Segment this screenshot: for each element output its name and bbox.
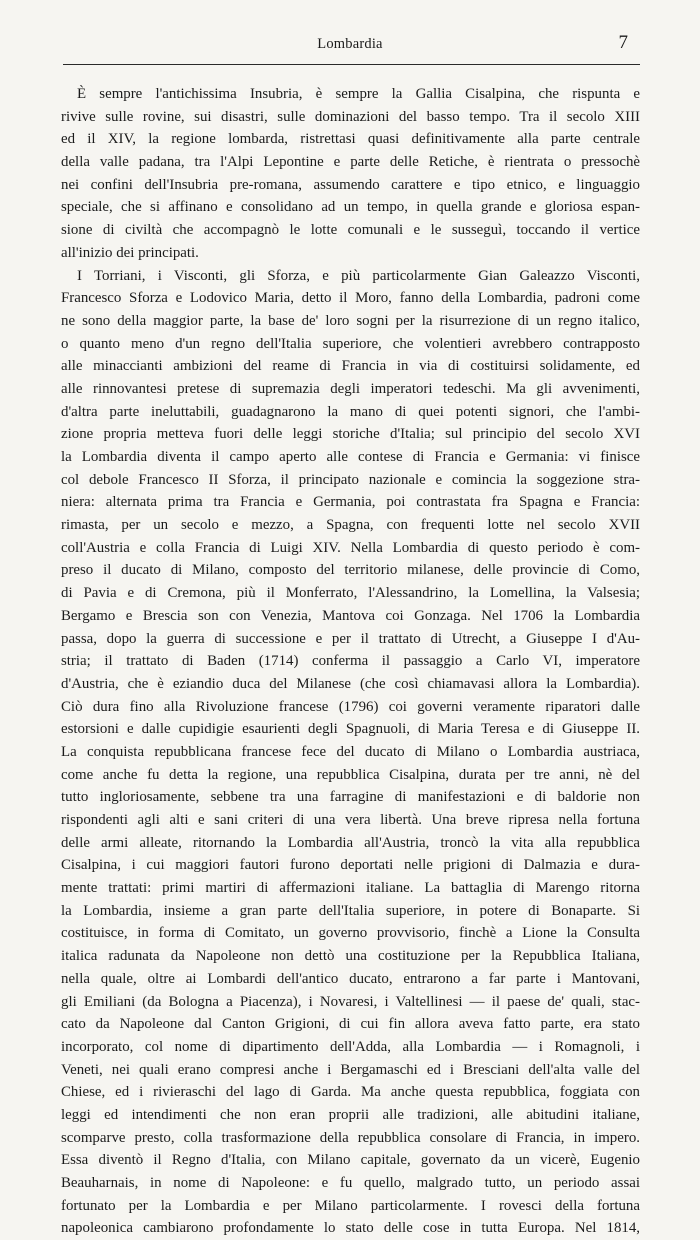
text-line: fortunato per la Lombardia e per Milano particolarmente. I rovesci della fortuna: [61, 1195, 640, 1218]
text-line: Chiese, ed i rivieraschi del lago di Garda. Ma anche questa repubblica, foggiata con: [61, 1081, 640, 1104]
text-line: La conquista repubblicana francese fece del ducato di Milano o Lombardia austriaca,: [61, 741, 640, 764]
text-line: napoleonica cambiarono profondamente lo stato delle cose in tutta Europa. Nel 1814,: [61, 1217, 640, 1240]
text-line: È sempre l'antichissima Insubria, è sempre la Gallia Cisalpina, che rispunta e: [61, 83, 640, 106]
text-line: la Lombardia, insieme a gran parte dell'Italia superiore, in potere di Bonaparte. Si: [61, 900, 640, 923]
running-head-title: Lombardia: [0, 36, 700, 53]
paragraph: [61, 265, 640, 1240]
text-line: Cisalpina, i cui maggiori fautori furono deportati nelle prigioni di Dalmazia e dura-: [61, 854, 640, 877]
text-line: Veneti, nei quali erano compresi anche i Bergamaschi ed i Bresciani dell'alta valle del: [61, 1059, 640, 1082]
text-line: come anche fu detta la regione, una repubblica Cisalpina, durata per tre anni, nè del: [61, 764, 640, 787]
text-line: la Lombardia diventa il campo aperto alle contese di Francia e Germania: vi finisce: [61, 446, 640, 469]
text-line: o quanto meno d'un regno dell'Italia superiore, che volentieri avrebbero contrapposto: [61, 333, 640, 356]
text-line: tutto ingloriosamente, sebbene tra una farragine di manifestazioni e di baldorie non: [61, 786, 640, 809]
text-line: Essa diventò il Regno d'Italia, con Milano capitale, governato da un vicerè, Eugenio: [61, 1149, 640, 1172]
running-head: [0, 34, 700, 58]
text-line: della valle padana, tra l'Alpi Lepontine e parte delle Retiche, è rientrata o pressochè: [61, 151, 640, 174]
text-line: di Pavia e di Cremona, più il Monferrato, l'Alessandrino, la Lomellina, la Valsesia;: [61, 582, 640, 605]
text-line: Beauharnais, in nome di Napoleone: e fu quello, malgrado tutto, un periodo assai: [61, 1172, 640, 1195]
text-line: italica radunata da Napoleone non dettò una costituzione per la Repubblica Italiana,: [61, 945, 640, 968]
text-line: gli Emiliani (da Bologna a Piacenza), i Novaresi, i Valtellinesi — il paese de' quali, stac-: [61, 991, 640, 1014]
text-line: alle minaccianti ambizioni del reame di Francia in via di costituirsi solidamente, ed: [61, 355, 640, 378]
text-line: nei confini dell'Insubria pre-romana, assumendo carattere e tipo etnico, e linguaggio: [61, 174, 640, 197]
text-line: Bergamo e Brescia son con Venezia, Mantova coi Gonzaga. Nel 1706 la Lombardia: [61, 605, 640, 628]
text-line: Francesco Sforza e Lodovico Maria, detto il Moro, fanno della Lombardia, padroni come: [61, 287, 640, 310]
text-line: speciale, che si affinano e consolidano ad un tempo, in quella grande e gloriosa espan-: [61, 196, 640, 219]
text-line: I Torriani, i Visconti, gli Sforza, e più particolarmente Gian Galeazzo Visconti,: [61, 265, 640, 288]
text-line: estorsioni e dalle cupidigie esaurienti degli Spagnuoli, di Maria Teresa e di Giuseppe II.: [61, 718, 640, 741]
text-line: rimasta, per un secolo e mezzo, a Spagna, con frequenti lotte nel secolo XVII: [61, 514, 640, 537]
text-line: d'Austria, che è eziandio duca del Milanese (che così chiamavasi allora la Lombardia).: [61, 673, 640, 696]
text-line: cato da Napoleone dal Canton Grigioni, di cui fin allora aveva fatto parte, era stato: [61, 1013, 640, 1036]
text-line: ed il XIV, la regione lombarda, ristrettasi quasi definitivamente alla parte centrale: [61, 128, 640, 151]
text-line: costituisce, in forma di Comitato, un governo provvisorio, finchè a Lione la Consulta: [61, 922, 640, 945]
text-line: rispondenti agli alti e sani criteri di una vera libertà. Una breve ripresa nella fortuna: [61, 809, 640, 832]
text-line: all'inizio dei principati.: [61, 242, 640, 265]
text-line: incorporato, col nome di dipartimento dell'Adda, alla Lombardia — i Romagnoli, i: [61, 1036, 640, 1059]
text-line: passa, dopo la guerra di successione e per il trattato di Utrecht, a Giuseppe I d'Au-: [61, 628, 640, 651]
paragraph: [61, 83, 640, 265]
text-line: col debole Francesco II Sforza, il principato nazionale e comincia la soggezione stra-: [61, 469, 640, 492]
text-line: scomparve presto, colla trasformazione della repubblica consolare di Francia, in impero.: [61, 1127, 640, 1150]
text-line: zione propria metteva fuori delle leggi storiche d'Italia; sul principio del secolo XVI: [61, 423, 640, 446]
text-line: d'altra parte ineluttabili, guadagnarono la mano di quei potenti signori, che l'ambi-: [61, 401, 640, 424]
text-line: leggi ed intendimenti che non eran proprii alle tradizioni, alle abitudini italiane,: [61, 1104, 640, 1127]
text-line: delle armi alleate, ritornando la Lombardia all'Austria, troncò la vita alla repubblica: [61, 832, 640, 855]
header-rule: [63, 64, 640, 65]
text-line: sione di civiltà che accompagnò le lotte comunali e le susseguì, toccando il vertice: [61, 219, 640, 242]
text-line: niera: alternata prima tra Francia e Germania, poi contrastata fra Spagna e Francia:: [61, 491, 640, 514]
text-line: ne sono della maggior parte, la base de' loro sogni per la risurrezione di un regno italico,: [61, 310, 640, 333]
text-line: rivive sulle rovine, sui disastri, sulle dominazioni del basso tempo. Tra il secolo XIII: [61, 106, 640, 129]
text-line: coll'Austria e colla Francia di Luigi XIV. Nella Lombardia di questo periodo è com-: [61, 537, 640, 560]
text-line: preso il ducato di Milano, composto del territorio milanese, delle provincie di Como,: [61, 559, 640, 582]
text-line: stria; il trattato di Baden (1714) conferma il passaggio a Carlo VI, imperatore: [61, 650, 640, 673]
page-number: 7: [619, 32, 629, 54]
text-line: Ciò dura fino alla Rivoluzione francese (1796) coi governi veramente riparatori dalle: [61, 696, 640, 719]
text-line: alle rinnovantesi pretese di supremazia degli imperatori tedeschi. Ma gli avvenimenti,: [61, 378, 640, 401]
body-text: [61, 83, 640, 1240]
text-line: mente trattati: primi martiri di affermazioni italiane. La battaglia di Marengo ritorna: [61, 877, 640, 900]
text-line: nella quale, oltre ai Lombardi dell'antico ducato, entrarono a far parte i Mantovani,: [61, 968, 640, 991]
